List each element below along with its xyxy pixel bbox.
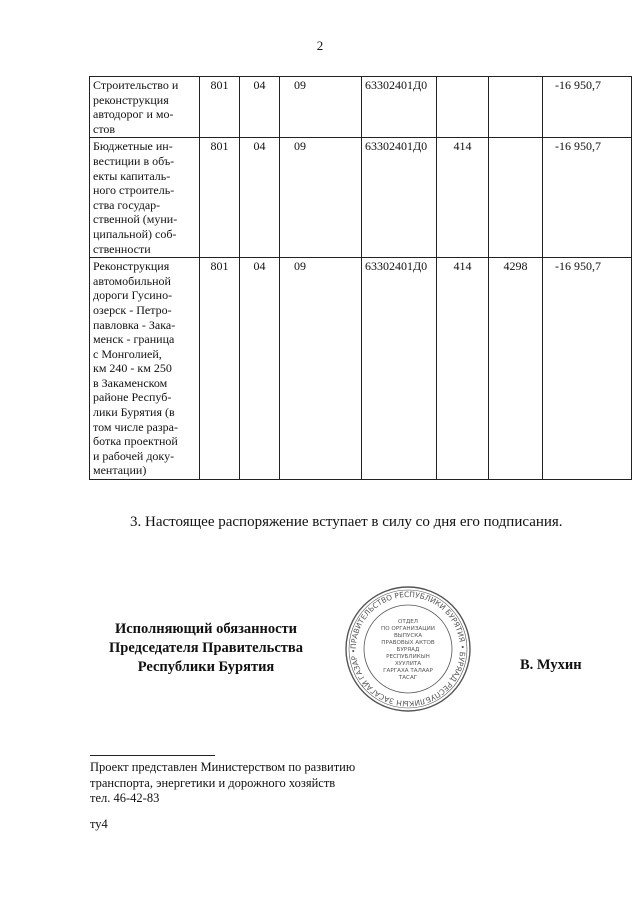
item-name-line: ственности bbox=[93, 241, 151, 256]
subsection-code-cell: 09 bbox=[280, 258, 362, 480]
item-name-line: автодорог и мо- bbox=[93, 107, 174, 122]
section-code-cell: 04 bbox=[240, 258, 280, 480]
item-name-line: ства государ- bbox=[93, 197, 161, 212]
item-name-line: реконструкция bbox=[93, 92, 169, 107]
seal-center-text bbox=[381, 619, 435, 681]
seal-center-line: ХУУЛИТА bbox=[394, 661, 422, 667]
object-code-cell bbox=[489, 138, 543, 258]
seal-center-line: ПРАВОВЫХ АКТОВ bbox=[381, 640, 435, 646]
footnote-line: тел. 46-42-83 bbox=[90, 791, 160, 805]
item-name-line: ментации) bbox=[93, 463, 147, 478]
item-name-line: Строительство и bbox=[93, 78, 179, 92]
subsection-code-cell: 09 bbox=[280, 138, 362, 258]
expense-type-cell: 414 bbox=[437, 138, 489, 258]
item-name-line: Бюджетные ин- bbox=[93, 139, 173, 154]
ministry-code-cell: 801 bbox=[200, 138, 240, 258]
item-name-line: лики Бурятия (в bbox=[93, 405, 175, 420]
clause-3: 3. Настоящее распоряжение вступает в силу со дня его подписания. bbox=[130, 514, 563, 530]
ministry-code-cell: 801 bbox=[200, 77, 240, 138]
expense-type-cell: 414 bbox=[437, 258, 489, 480]
budget-table bbox=[89, 76, 632, 480]
seal-center-line: ВЫПУСКА bbox=[393, 633, 423, 639]
item-name-line: том числе разра- bbox=[93, 419, 178, 434]
item-name-line: вестиции в объ- bbox=[93, 153, 175, 168]
page-number: 2 bbox=[316, 38, 324, 53]
table-row bbox=[90, 138, 632, 258]
expense-type-cell bbox=[437, 77, 489, 138]
object-code-cell: 4298 bbox=[489, 258, 543, 480]
ministry-code-cell: 801 bbox=[200, 258, 240, 480]
table-row bbox=[90, 258, 632, 480]
item-name-line: павловка - Зака- bbox=[93, 317, 176, 332]
amount-cell: -16 950,7 bbox=[543, 138, 632, 258]
signatory-line: Исполняющий обязанности bbox=[114, 621, 298, 637]
budget-table-body bbox=[90, 77, 632, 480]
signatory-line: Председателя Правительства bbox=[109, 640, 303, 656]
subsection-code-cell: 09 bbox=[280, 77, 362, 138]
seal-center-line: ТАСАГ bbox=[398, 675, 418, 681]
item-name-line: ботка проектной bbox=[93, 434, 178, 449]
item-name-line: и рабочей доку- bbox=[93, 448, 175, 463]
footnote-line: транспорта, энергетики и дорожного хозяйств bbox=[90, 775, 336, 790]
section-code-cell: 04 bbox=[240, 77, 280, 138]
seal-center-line: БУРЯАД bbox=[396, 647, 420, 653]
item-name-line: Реконструкция bbox=[93, 259, 170, 274]
item-name-line: в Закаменском bbox=[93, 375, 168, 390]
official-seal-stamp bbox=[343, 584, 473, 714]
item-name-line: озерск - Петро- bbox=[93, 302, 172, 317]
footnote-divider bbox=[90, 755, 215, 756]
table-row bbox=[90, 77, 632, 138]
seal-ring-textpath: ПРАВИТЕЛЬСТВО РЕСПУБЛИКИ БУРЯТИЯ • БУРЯАД РЕСПУБЛИКЫН ЗАСАГАЙ ГАЗАР • bbox=[348, 589, 468, 709]
executor-code: ту4 bbox=[90, 817, 108, 831]
signatory-title bbox=[86, 620, 326, 677]
item-name-line: менск - граница bbox=[93, 332, 175, 347]
footnote-line: Проект представлен Министерством по развитию bbox=[90, 760, 356, 774]
item-name-line: ципальной) соб- bbox=[93, 226, 177, 241]
signatory-line: Республики Бурятия bbox=[137, 659, 275, 675]
seal-center-line: РЕСПУБЛИКЫН bbox=[386, 654, 430, 660]
footnote bbox=[90, 760, 410, 807]
amount-cell: -16 950,7 bbox=[543, 77, 632, 138]
item-name-line: ного строитель- bbox=[93, 183, 175, 198]
object-code-cell bbox=[489, 77, 543, 138]
item-name-line: екты капиталь- bbox=[93, 168, 171, 183]
target-article-cell: 63302401Д0 bbox=[362, 258, 437, 480]
seal-center-line: ПО ОРГАНИЗАЦИИ bbox=[381, 626, 435, 632]
item-name-line: с Монголией, bbox=[93, 346, 162, 361]
item-name-line: км 240 - км 250 bbox=[93, 361, 172, 376]
item-name-line: дороги Гусино- bbox=[93, 288, 173, 303]
amount-cell: -16 950,7 bbox=[543, 258, 632, 480]
target-article-cell: 63302401Д0 bbox=[362, 138, 437, 258]
item-name-line: ственной (муни- bbox=[93, 212, 178, 227]
item-name-cell bbox=[90, 77, 200, 138]
signer-name: В. Мухин bbox=[520, 657, 582, 673]
item-name-cell bbox=[90, 138, 200, 258]
seal-center-line: ГАРГАХА ТАЛААР bbox=[383, 668, 433, 674]
item-name-line: автомобильной bbox=[93, 273, 171, 288]
section-code-cell: 04 bbox=[240, 138, 280, 258]
item-name-line: районе Респуб- bbox=[93, 390, 172, 405]
target-article-cell: 63302401Д0 bbox=[362, 77, 437, 138]
item-name-line: стов bbox=[93, 121, 116, 136]
item-name-cell bbox=[90, 258, 200, 480]
seal-center-line: ОТДЕЛ bbox=[398, 619, 418, 625]
